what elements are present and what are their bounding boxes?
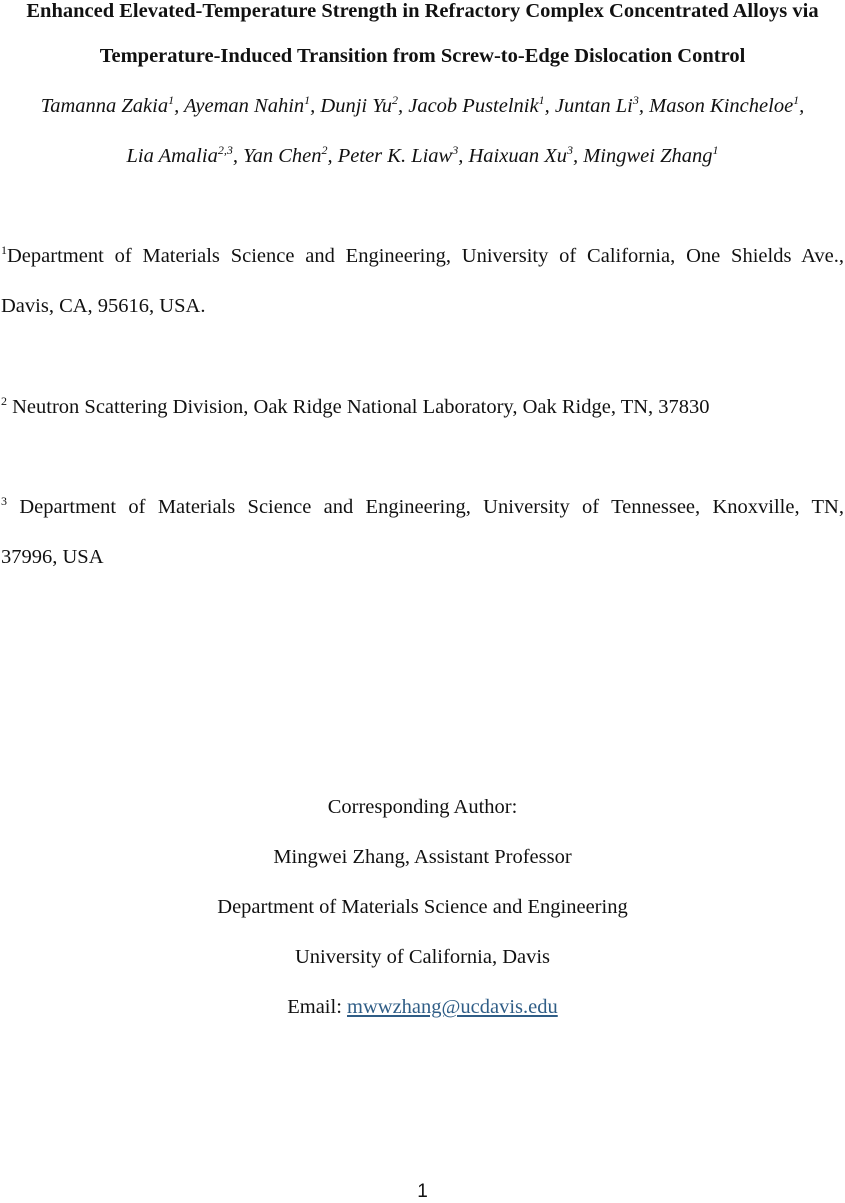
affiliation-3-line-2: 37996, USA [1, 546, 104, 568]
corresponding-author-department: Department of Materials Science and Engineering [217, 896, 628, 918]
page-number: 1 [417, 1181, 428, 1202]
author-name: Juntan Li [554, 95, 633, 117]
author-affiliation-mark: 1 [304, 93, 311, 108]
author-name: Mingwei Zhang [583, 145, 713, 167]
author-name: Ayeman Nahin [184, 95, 305, 117]
author-affiliation-mark: 2 [391, 93, 398, 108]
author-affiliation-mark: 1 [793, 93, 800, 108]
affiliation-text: Department of Materials Science and Engineering, University of Tennessee, Knoxville, TN, [7, 496, 844, 518]
affiliation-number: 1 [1, 243, 7, 258]
author-affiliation-mark: 1 [712, 143, 719, 158]
author-affiliation-mark: 3 [632, 93, 639, 108]
affiliation-1-line-1 [1, 245, 844, 268]
author-affiliation-mark: 3 [566, 143, 573, 158]
author-name: Jacob Pustelnik [408, 95, 539, 117]
affiliation-number: 3 [1, 494, 7, 509]
author-affiliation-mark: 3 [452, 143, 459, 158]
affiliation-2 [1, 396, 845, 419]
paper-title-line-2: Temperature-Induced Transition from Screw-to-Edge Dislocation Control [99, 45, 746, 67]
email-link[interactable]: mwwzhang@ucdavis.edu [347, 996, 558, 1018]
corresponding-author-heading: Corresponding Author: [327, 796, 518, 818]
author-affiliation-mark: 2 [321, 143, 328, 158]
affiliation-number: 2 [1, 394, 7, 409]
corresponding-author-email-line [0, 996, 845, 1019]
author-list-line-1: Tamanna Zakia$^1$, Ayeman Nahin$^1$, Dunji Yu$^2$, Jacob Pustelnik$^1$, Juntan Li$^3$, Mason Kincheloe$^1$, [40, 93, 805, 117]
author-affiliation-mark: 1 [538, 93, 545, 108]
paper-title-line-1: Enhanced Elevated-Temperature Strength in Refractory Complex Concentrated Alloys via [26, 0, 819, 22]
author-affiliation-mark: 1 [168, 93, 175, 108]
author-name: Dunji Yu [320, 95, 392, 117]
affiliation-1-line-2: Davis, CA, 95616, USA. [1, 295, 206, 317]
author-name: Mason Kincheloe [649, 95, 794, 117]
author-affiliation-mark: 2,3 [217, 143, 233, 158]
affiliation-3-line-1 [1, 496, 844, 519]
author-name: Yan Chen [243, 145, 322, 167]
corresponding-author-university: University of California, Davis [294, 946, 551, 968]
affiliation-text: Neutron Scattering Division, Oak Ridge National Laboratory, Oak Ridge, TN, 37830 [7, 396, 710, 418]
author-name: Tamanna Zakia [40, 95, 169, 117]
author-name: Peter K. Liaw [337, 145, 453, 167]
author-list-line-2: Lia Amalia$^{2,3}$, Yan Chen$^2$, Peter K. Liaw$^3$, Haixuan Xu$^3$, Mingwei Zhang$^1$ [126, 143, 719, 167]
affiliation-text: Department of Materials Science and Engineering, University of California, One Shields Ave., [7, 245, 844, 267]
email-label: Email: [287, 996, 348, 1018]
author-name: Lia Amalia [126, 145, 218, 167]
corresponding-author-name: Mingwei Zhang, Assistant Professor [273, 846, 572, 868]
author-name: Haixuan Xu [468, 145, 567, 167]
